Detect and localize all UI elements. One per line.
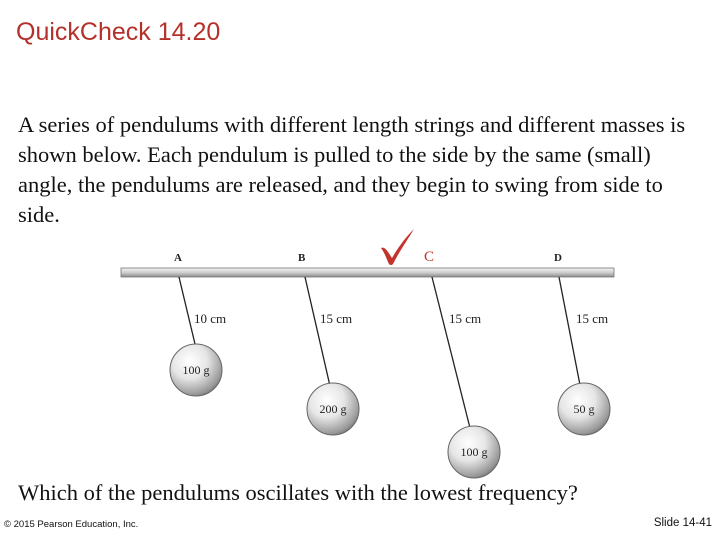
pendulum-c-mass: 100 g [460,445,488,459]
pendulum-d-string [559,277,580,385]
pendulum-c-length: 15 cm [449,311,482,326]
pendulum-a-mass: 100 g [182,363,210,377]
pendulum-d-mass: 50 g [573,402,595,416]
pendulum-b-string [305,277,330,386]
pendulum-d-label: D [554,252,562,264]
check-mark-icon [381,229,414,265]
pendulum-b-label: B [298,252,306,264]
pendulum-b-mass: 200 g [319,402,347,416]
pendulum-a-length: 10 cm [194,311,227,326]
pendulum-a-string [179,277,195,344]
copyright-footer: © 2015 Pearson Education, Inc. [4,519,139,530]
pendulum-a-label: A [174,252,182,264]
pendulum-c-label: C [424,249,435,265]
support-bar [121,268,614,277]
slide-number: Slide 14-41 [653,517,712,529]
problem-statement: A series of pendulums with different length strings and different masses is shown below. Each pendulum is pulled to the side by the same (small) angle, the pendulums are released, and they begin to swing from side to side. [18,112,686,227]
pendulum-c-string [432,277,470,428]
question-text: Which of the pendulums oscillates with the lowest frequency? [18,480,578,505]
pendulum-b-length: 15 cm [320,311,353,326]
slide-title: QuickCheck 14.20 [16,18,221,46]
pendulum-d-length: 15 cm [576,311,609,326]
